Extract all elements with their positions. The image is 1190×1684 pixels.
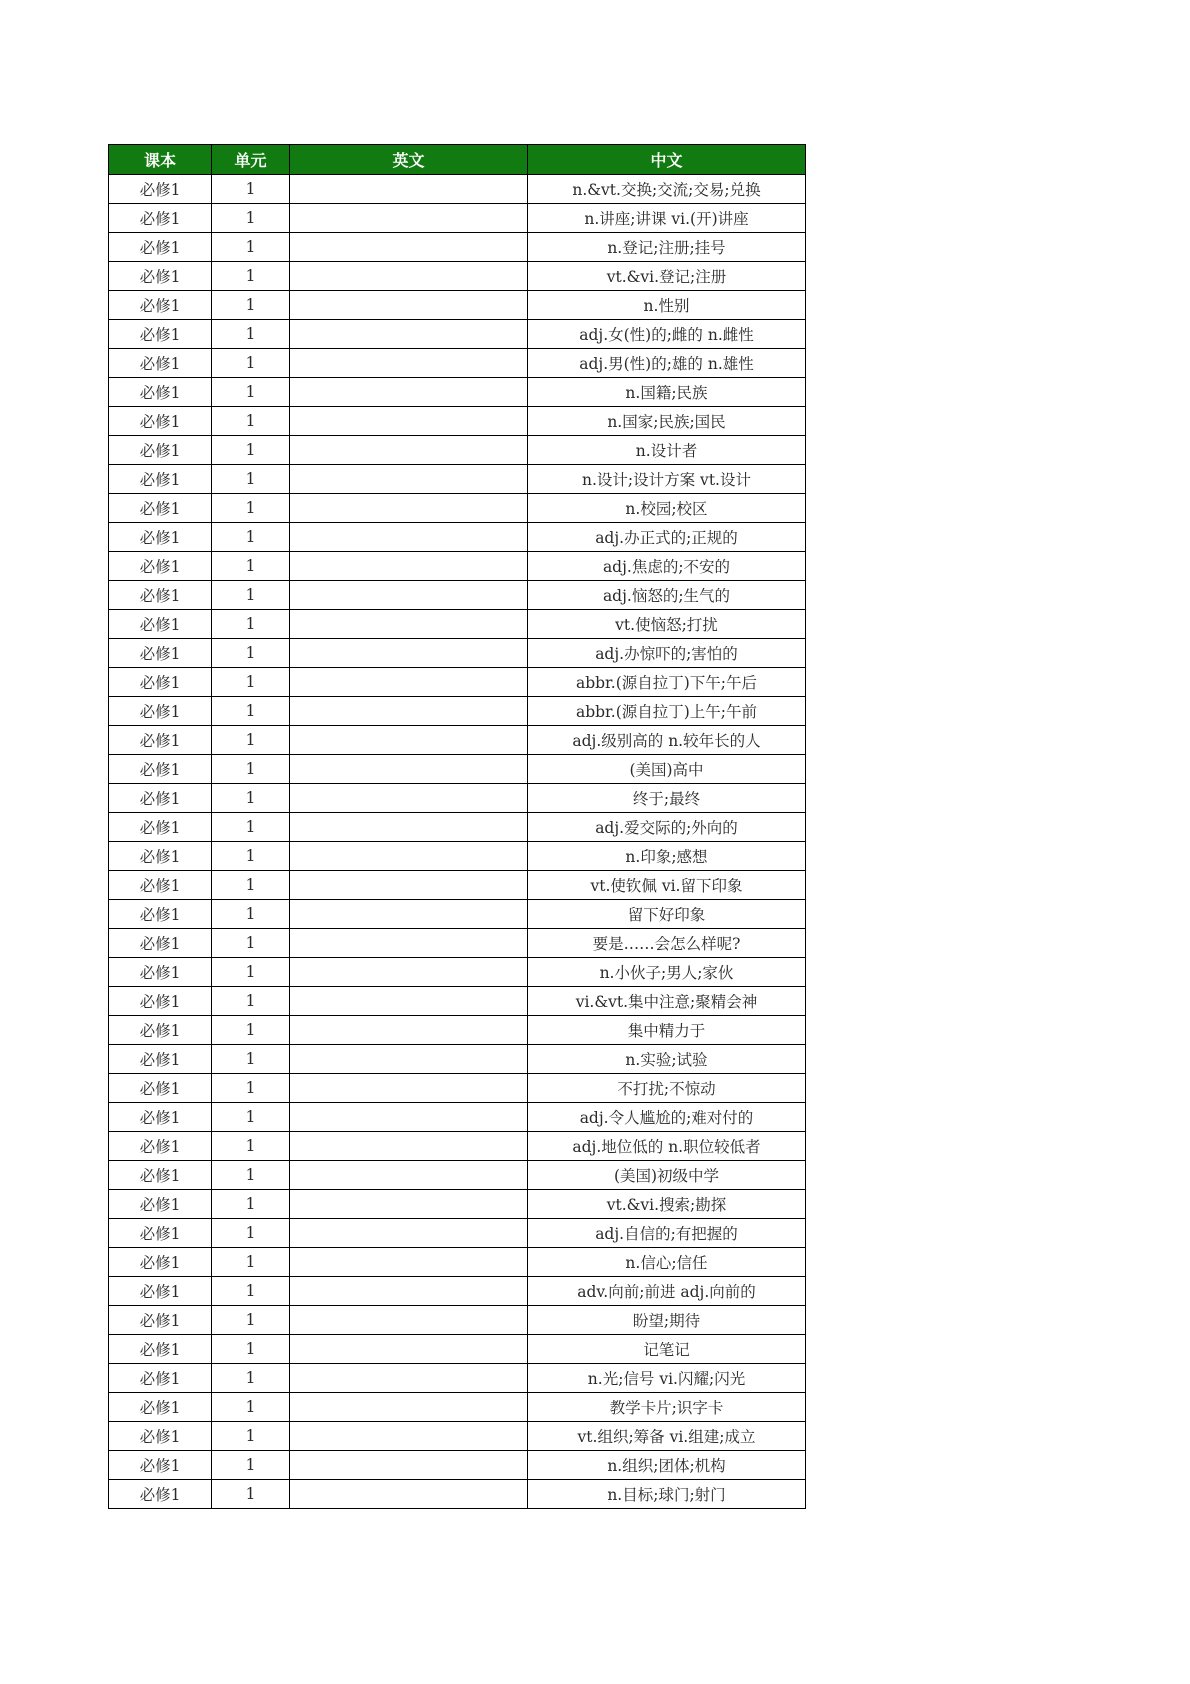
cell-unit: 1 xyxy=(212,1219,290,1248)
table-row xyxy=(109,291,806,320)
cell-chinese: adj.办惊吓的;害怕的 xyxy=(528,639,806,668)
cell-english xyxy=(290,1161,528,1190)
cell-english xyxy=(290,610,528,639)
cell-english xyxy=(290,1451,528,1480)
cell-book: 必修1 xyxy=(109,175,212,204)
cell-book: 必修1 xyxy=(109,1074,212,1103)
cell-chinese: abbr.(源自拉丁)下午;午后 xyxy=(528,668,806,697)
cell-chinese: n.讲座;讲课 vi.(开)讲座 xyxy=(528,204,806,233)
cell-book: 必修1 xyxy=(109,610,212,639)
table-row xyxy=(109,1393,806,1422)
cell-chinese: adj.恼怒的;生气的 xyxy=(528,581,806,610)
cell-book: 必修1 xyxy=(109,697,212,726)
cell-unit: 1 xyxy=(212,958,290,987)
cell-english xyxy=(290,1074,528,1103)
table-row xyxy=(109,842,806,871)
cell-chinese: 不打扰;不惊动 xyxy=(528,1074,806,1103)
cell-book: 必修1 xyxy=(109,436,212,465)
cell-book: 必修1 xyxy=(109,581,212,610)
cell-chinese: adj.令人尴尬的;难对付的 xyxy=(528,1103,806,1132)
cell-english xyxy=(290,1132,528,1161)
cell-chinese: vi.&vt.集中注意;聚精会神 xyxy=(528,987,806,1016)
cell-chinese: n.实验;试验 xyxy=(528,1045,806,1074)
cell-unit: 1 xyxy=(212,291,290,320)
cell-chinese: n.光;信号 vi.闪耀;闪光 xyxy=(528,1364,806,1393)
cell-book: 必修1 xyxy=(109,465,212,494)
cell-chinese: n.印象;感想 xyxy=(528,842,806,871)
table-row xyxy=(109,726,806,755)
cell-book: 必修1 xyxy=(109,1422,212,1451)
cell-book: 必修1 xyxy=(109,262,212,291)
cell-unit: 1 xyxy=(212,1016,290,1045)
cell-book: 必修1 xyxy=(109,958,212,987)
cell-unit: 1 xyxy=(212,378,290,407)
table-row xyxy=(109,465,806,494)
cell-unit: 1 xyxy=(212,581,290,610)
table-row xyxy=(109,262,806,291)
cell-english xyxy=(290,552,528,581)
table-row xyxy=(109,784,806,813)
cell-chinese: adj.男(性)的;雄的 n.雄性 xyxy=(528,349,806,378)
cell-book: 必修1 xyxy=(109,639,212,668)
cell-book: 必修1 xyxy=(109,668,212,697)
cell-english xyxy=(290,291,528,320)
cell-english xyxy=(290,813,528,842)
table-row xyxy=(109,233,806,262)
table-row xyxy=(109,1277,806,1306)
cell-english xyxy=(290,349,528,378)
table-row xyxy=(109,1190,806,1219)
cell-unit: 1 xyxy=(212,1451,290,1480)
table-row xyxy=(109,1422,806,1451)
cell-unit: 1 xyxy=(212,1393,290,1422)
table-row xyxy=(109,523,806,552)
table-row xyxy=(109,1161,806,1190)
header-book: 课本 xyxy=(109,145,212,175)
header-unit: 单元 xyxy=(212,145,290,175)
cell-book: 必修1 xyxy=(109,523,212,552)
cell-unit: 1 xyxy=(212,1364,290,1393)
table-row xyxy=(109,755,806,784)
cell-unit: 1 xyxy=(212,436,290,465)
table-row xyxy=(109,1306,806,1335)
cell-book: 必修1 xyxy=(109,494,212,523)
cell-unit: 1 xyxy=(212,1132,290,1161)
cell-book: 必修1 xyxy=(109,929,212,958)
cell-english xyxy=(290,842,528,871)
cell-chinese: n.信心;信任 xyxy=(528,1248,806,1277)
cell-chinese: 留下好印象 xyxy=(528,900,806,929)
cell-unit: 1 xyxy=(212,349,290,378)
cell-book: 必修1 xyxy=(109,349,212,378)
table-row xyxy=(109,494,806,523)
table-row xyxy=(109,1248,806,1277)
cell-english xyxy=(290,1480,528,1509)
cell-chinese: 教学卡片;识字卡 xyxy=(528,1393,806,1422)
cell-english xyxy=(290,929,528,958)
cell-unit: 1 xyxy=(212,320,290,349)
cell-chinese: n.&vt.交换;交流;交易;兑换 xyxy=(528,175,806,204)
cell-book: 必修1 xyxy=(109,320,212,349)
cell-english xyxy=(290,204,528,233)
cell-book: 必修1 xyxy=(109,1480,212,1509)
cell-unit: 1 xyxy=(212,668,290,697)
cell-book: 必修1 xyxy=(109,1364,212,1393)
cell-unit: 1 xyxy=(212,726,290,755)
cell-chinese: adv.向前;前进 adj.向前的 xyxy=(528,1277,806,1306)
cell-unit: 1 xyxy=(212,1190,290,1219)
table-row xyxy=(109,1132,806,1161)
cell-chinese: abbr.(源自拉丁)上午;午前 xyxy=(528,697,806,726)
cell-chinese: vt.使恼怒;打扰 xyxy=(528,610,806,639)
cell-chinese: n.小伙子;男人;家伙 xyxy=(528,958,806,987)
cell-book: 必修1 xyxy=(109,871,212,900)
cell-chinese: adj.自信的;有把握的 xyxy=(528,1219,806,1248)
cell-chinese: n.性别 xyxy=(528,291,806,320)
cell-book: 必修1 xyxy=(109,1103,212,1132)
cell-chinese: adj.地位低的 n.职位较低者 xyxy=(528,1132,806,1161)
table-row xyxy=(109,552,806,581)
cell-english xyxy=(290,1016,528,1045)
table-row xyxy=(109,1451,806,1480)
cell-english xyxy=(290,1277,528,1306)
cell-chinese: (美国)初级中学 xyxy=(528,1161,806,1190)
cell-chinese: vt.组织;筹备 vi.组建;成立 xyxy=(528,1422,806,1451)
cell-unit: 1 xyxy=(212,552,290,581)
cell-chinese: n.国家;民族;国民 xyxy=(528,407,806,436)
table-row xyxy=(109,871,806,900)
cell-book: 必修1 xyxy=(109,1335,212,1364)
cell-unit: 1 xyxy=(212,697,290,726)
cell-book: 必修1 xyxy=(109,204,212,233)
table-body xyxy=(109,175,806,1509)
table-row xyxy=(109,204,806,233)
table-row xyxy=(109,610,806,639)
cell-unit: 1 xyxy=(212,1074,290,1103)
cell-english xyxy=(290,755,528,784)
cell-unit: 1 xyxy=(212,1480,290,1509)
cell-chinese: n.目标;球门;射门 xyxy=(528,1480,806,1509)
cell-book: 必修1 xyxy=(109,842,212,871)
cell-english xyxy=(290,1306,528,1335)
cell-chinese: n.设计;设计方案 vt.设计 xyxy=(528,465,806,494)
cell-book: 必修1 xyxy=(109,1132,212,1161)
cell-book: 必修1 xyxy=(109,233,212,262)
cell-english xyxy=(290,523,528,552)
cell-book: 必修1 xyxy=(109,1161,212,1190)
cell-unit: 1 xyxy=(212,987,290,1016)
table-row xyxy=(109,349,806,378)
vocabulary-table xyxy=(108,144,806,1509)
cell-chinese: 记笔记 xyxy=(528,1335,806,1364)
cell-book: 必修1 xyxy=(109,755,212,784)
cell-english xyxy=(290,900,528,929)
cell-chinese: adj.级别高的 n.较年长的人 xyxy=(528,726,806,755)
cell-unit: 1 xyxy=(212,871,290,900)
cell-english xyxy=(290,668,528,697)
cell-chinese: 集中精力于 xyxy=(528,1016,806,1045)
cell-chinese: adj.焦虑的;不安的 xyxy=(528,552,806,581)
cell-unit: 1 xyxy=(212,523,290,552)
cell-english xyxy=(290,639,528,668)
cell-book: 必修1 xyxy=(109,1219,212,1248)
cell-english xyxy=(290,581,528,610)
table-row xyxy=(109,1103,806,1132)
cell-english xyxy=(290,1422,528,1451)
cell-chinese: n.国籍;民族 xyxy=(528,378,806,407)
cell-unit: 1 xyxy=(212,1306,290,1335)
cell-unit: 1 xyxy=(212,929,290,958)
header-row xyxy=(109,145,806,175)
cell-english xyxy=(290,871,528,900)
cell-english xyxy=(290,233,528,262)
cell-english xyxy=(290,1248,528,1277)
cell-unit: 1 xyxy=(212,1103,290,1132)
table-row xyxy=(109,1364,806,1393)
table-row xyxy=(109,1016,806,1045)
cell-unit: 1 xyxy=(212,610,290,639)
table-row xyxy=(109,320,806,349)
cell-unit: 1 xyxy=(212,842,290,871)
cell-english xyxy=(290,1364,528,1393)
cell-unit: 1 xyxy=(212,1045,290,1074)
cell-unit: 1 xyxy=(212,233,290,262)
table-row xyxy=(109,958,806,987)
table-row xyxy=(109,668,806,697)
cell-chinese: 要是……会怎么样呢? xyxy=(528,929,806,958)
cell-book: 必修1 xyxy=(109,1190,212,1219)
cell-book: 必修1 xyxy=(109,1306,212,1335)
header-chinese: 中文 xyxy=(528,145,806,175)
cell-chinese: adj.女(性)的;雌的 n.雌性 xyxy=(528,320,806,349)
cell-book: 必修1 xyxy=(109,552,212,581)
cell-book: 必修1 xyxy=(109,1451,212,1480)
cell-english xyxy=(290,436,528,465)
cell-unit: 1 xyxy=(212,1161,290,1190)
cell-book: 必修1 xyxy=(109,1248,212,1277)
cell-unit: 1 xyxy=(212,639,290,668)
cell-book: 必修1 xyxy=(109,900,212,929)
cell-english xyxy=(290,784,528,813)
table-row xyxy=(109,900,806,929)
cell-unit: 1 xyxy=(212,813,290,842)
cell-chinese: 终于;最终 xyxy=(528,784,806,813)
cell-english xyxy=(290,1190,528,1219)
cell-unit: 1 xyxy=(212,262,290,291)
cell-chinese: n.校园;校区 xyxy=(528,494,806,523)
cell-book: 必修1 xyxy=(109,407,212,436)
cell-english xyxy=(290,726,528,755)
cell-unit: 1 xyxy=(212,784,290,813)
table-row xyxy=(109,1480,806,1509)
table-row xyxy=(109,1074,806,1103)
cell-book: 必修1 xyxy=(109,1393,212,1422)
cell-unit: 1 xyxy=(212,1277,290,1306)
cell-english xyxy=(290,1103,528,1132)
cell-unit: 1 xyxy=(212,900,290,929)
cell-unit: 1 xyxy=(212,1335,290,1364)
table-row xyxy=(109,1335,806,1364)
cell-book: 必修1 xyxy=(109,987,212,1016)
table-header xyxy=(109,145,806,175)
cell-chinese: adj.办正式的;正规的 xyxy=(528,523,806,552)
table-row xyxy=(109,987,806,1016)
cell-unit: 1 xyxy=(212,407,290,436)
cell-chinese: 盼望;期待 xyxy=(528,1306,806,1335)
cell-chinese: vt.&vi.登记;注册 xyxy=(528,262,806,291)
cell-book: 必修1 xyxy=(109,1016,212,1045)
cell-book: 必修1 xyxy=(109,291,212,320)
cell-english xyxy=(290,262,528,291)
cell-chinese: adj.爱交际的;外向的 xyxy=(528,813,806,842)
cell-book: 必修1 xyxy=(109,813,212,842)
cell-english xyxy=(290,1393,528,1422)
cell-english xyxy=(290,1335,528,1364)
cell-english xyxy=(290,494,528,523)
cell-chinese: vt.&vi.搜索;勘探 xyxy=(528,1190,806,1219)
cell-book: 必修1 xyxy=(109,1045,212,1074)
cell-english xyxy=(290,958,528,987)
table-row xyxy=(109,697,806,726)
table-row xyxy=(109,639,806,668)
cell-unit: 1 xyxy=(212,494,290,523)
table-row xyxy=(109,581,806,610)
table-row xyxy=(109,1045,806,1074)
cell-book: 必修1 xyxy=(109,726,212,755)
cell-chinese: n.设计者 xyxy=(528,436,806,465)
cell-unit: 1 xyxy=(212,175,290,204)
cell-english xyxy=(290,1045,528,1074)
header-english: 英文 xyxy=(290,145,528,175)
cell-english xyxy=(290,320,528,349)
table-row xyxy=(109,929,806,958)
cell-book: 必修1 xyxy=(109,1277,212,1306)
cell-unit: 1 xyxy=(212,755,290,784)
cell-english xyxy=(290,697,528,726)
cell-chinese: (美国)高中 xyxy=(528,755,806,784)
table-row xyxy=(109,1219,806,1248)
cell-english xyxy=(290,987,528,1016)
cell-english xyxy=(290,175,528,204)
cell-english xyxy=(290,465,528,494)
cell-book: 必修1 xyxy=(109,378,212,407)
cell-english xyxy=(290,407,528,436)
cell-english xyxy=(290,1219,528,1248)
table-row xyxy=(109,175,806,204)
cell-unit: 1 xyxy=(212,465,290,494)
cell-chinese: n.组织;团体;机构 xyxy=(528,1451,806,1480)
cell-english xyxy=(290,378,528,407)
cell-unit: 1 xyxy=(212,204,290,233)
table-row xyxy=(109,378,806,407)
cell-chinese: n.登记;注册;挂号 xyxy=(528,233,806,262)
cell-unit: 1 xyxy=(212,1422,290,1451)
table-row xyxy=(109,407,806,436)
table-row xyxy=(109,436,806,465)
table-row xyxy=(109,813,806,842)
cell-book: 必修1 xyxy=(109,784,212,813)
cell-unit: 1 xyxy=(212,1248,290,1277)
cell-chinese: vt.使钦佩 vi.留下印象 xyxy=(528,871,806,900)
